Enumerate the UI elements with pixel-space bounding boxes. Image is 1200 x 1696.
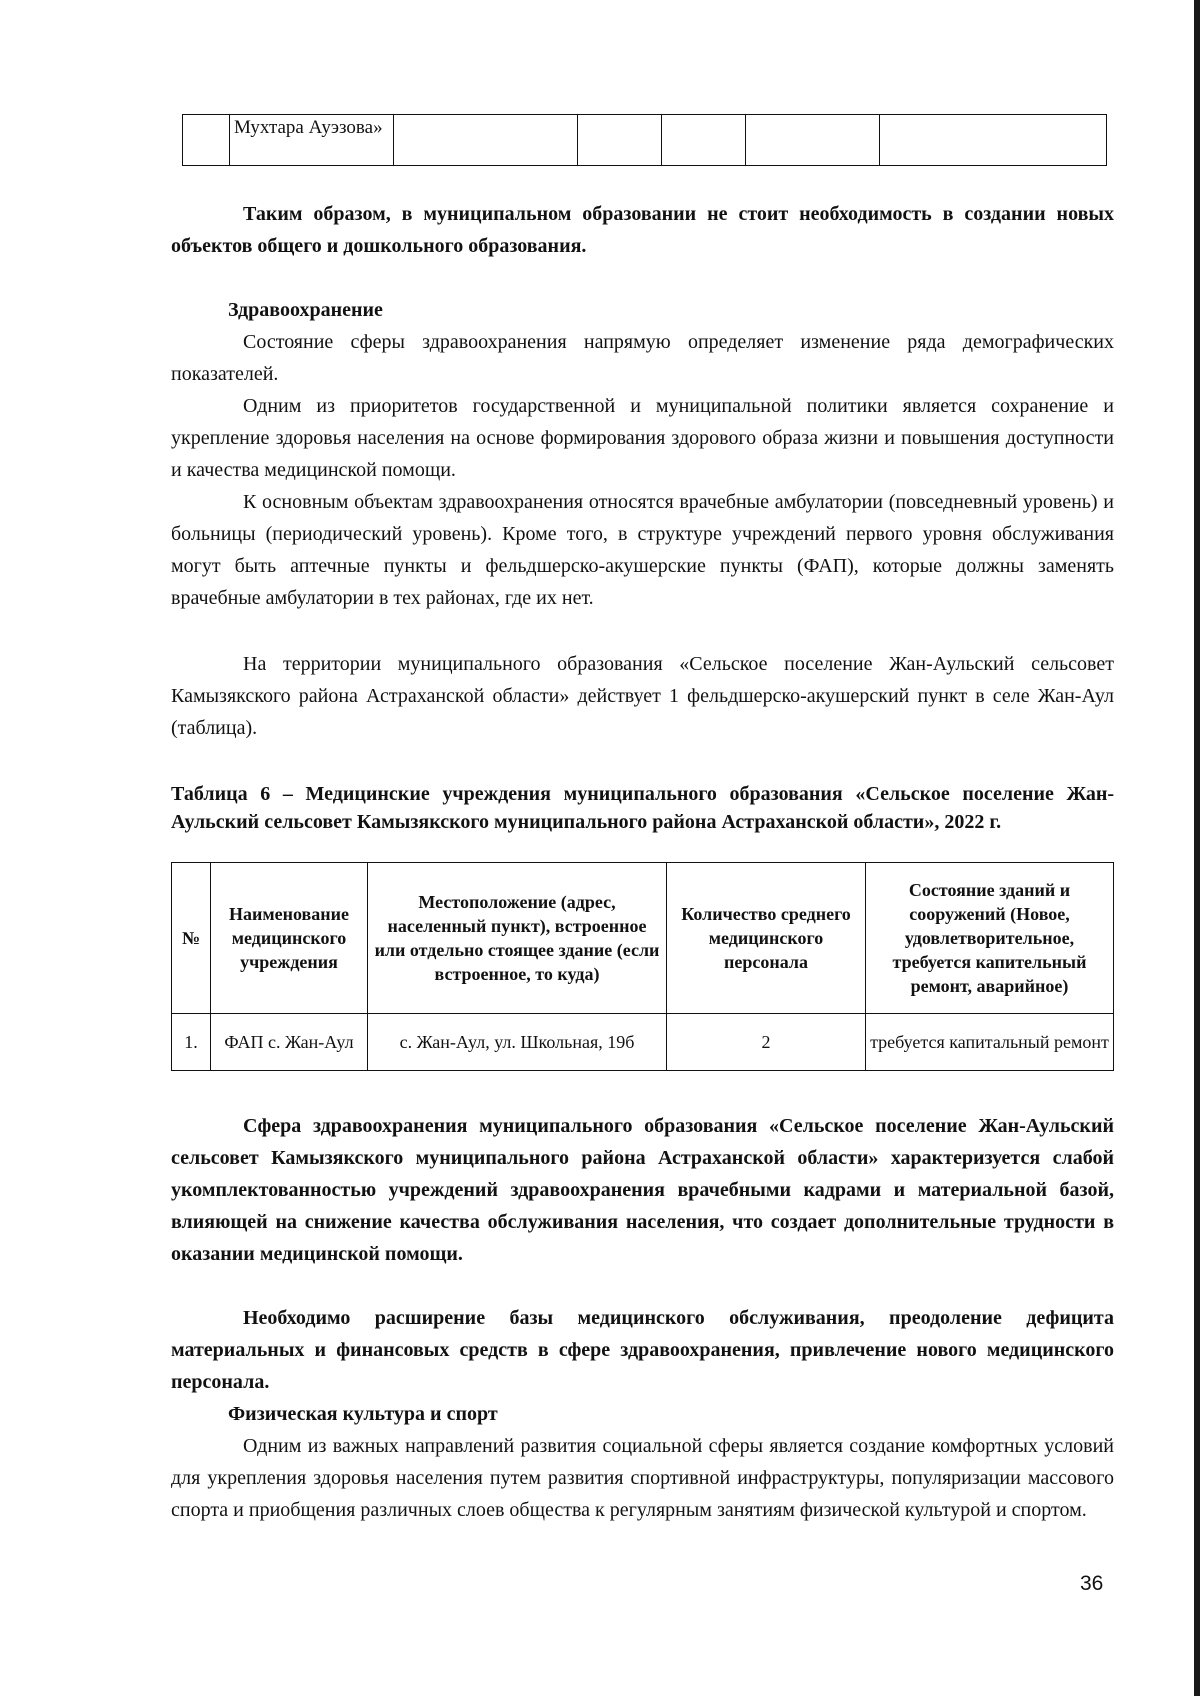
column-header: Состояние зданий и сооружений (Новое, удовлетворительное, требуется капительный ремонт, аварийное) (866, 863, 1114, 1014)
table-cell (183, 115, 230, 166)
column-header: Наименование медицинского учреждения (211, 863, 368, 1014)
table-caption: Таблица 6 – Медицинские учреждения муниципального образования «Сельское поселение Жан-Аульский сельсовет Камызякского муниципального района Астраханской области», 2022 г. (171, 783, 1114, 833)
health-paragraph-1 (171, 326, 1114, 390)
table-cell: ФАП с. Жан-Аул (211, 1014, 368, 1071)
table-cell: Мухтара Ауэзова» (230, 115, 394, 166)
education-conclusion (171, 198, 1114, 262)
table-header-row (172, 863, 1114, 1014)
table-row (183, 115, 1107, 166)
table-cell: 2 (667, 1014, 866, 1071)
education-conclusion-text: Таким образом, в муниципальном образовании не стоит необходимость в создании новых объектов общего и дошкольного образования. (171, 203, 1114, 257)
table-cell: с. Жан-Аул, ул. Школьная, 19б (368, 1014, 667, 1071)
health-paragraph-2 (171, 390, 1114, 486)
health-paragraph-3 (171, 486, 1114, 614)
column-header: Количество среднего медицинского персонала (667, 863, 866, 1014)
health-paragraph-4 (171, 648, 1114, 744)
table-cell (880, 115, 1107, 166)
table-cell (662, 115, 746, 166)
health-heading: Здравоохранение (228, 299, 383, 321)
table-cell: 1. (172, 1014, 211, 1071)
paragraph-text: К основным объектам здравоохранения относятся врачебные амбулатории (повседневный уровень) и больницы (периодический уровень). Кроме того, в структуре учреждений первого уровня обслуживания могут быть аптечные пункты и фельдшерско-акушерские пункты (ФАП), которые должны заменять врачебные амбулатории в тех районах, где их нет. (171, 491, 1114, 609)
paragraph-text: Необходимо расширение базы медицинского обслуживания, преодоление дефицита материальных и финансовых средств в сфере здравоохранения, привлечение нового медицинского персонала. (171, 1307, 1114, 1393)
table-row (172, 1014, 1114, 1071)
paragraph-text: Сфера здравоохранения муниципального образования «Сельское поселение Жан-Аульский сельсовет Камызякского муниципального района Астраханской области» характеризуется слабой укомплектованностью учреждений здравоохранения врачебными кадрами и материальной базой, влияющей на снижение качества обслуживания населения, что создает дополнительные трудности в оказании медицинской помощи. (171, 1115, 1114, 1265)
paragraph-text: Одним из приоритетов государственной и муниципальной политики является сохранение и укрепление здоровья населения на основе формирования здорового образа жизни и повышения доступности и качества медицинской помощи. (171, 395, 1114, 481)
column-header: Местоположение (адрес, населенный пункт), встроенное или отдельно стоящее здание (если встроенное, то куда) (368, 863, 667, 1014)
health-conclusion-1 (171, 1110, 1114, 1270)
sport-paragraph (171, 1430, 1114, 1526)
page-edge (1194, 0, 1200, 1696)
table-cell (578, 115, 662, 166)
paragraph-text: На территории муниципального образования «Сельское поселение Жан-Аульский сельсовет Камызякского района Астраханской области» действует 1 фельдшерско-акушерский пункт в селе Жан-Аул (таблица). (171, 653, 1114, 739)
medical-institutions-table (171, 862, 1114, 1071)
paragraph-text: Состояние сферы здравоохранения напрямую определяет изменение ряда демографических показателей. (171, 331, 1114, 385)
table-cell (746, 115, 880, 166)
page-number: 36 (1080, 1572, 1104, 1595)
table-cell (394, 115, 578, 166)
paragraph-text: Одним из важных направлений развития социальной сферы является создание комфортных условий для укрепления здоровья населения путем развития спортивной инфраструктуры, популяризации массового спорта и приобщения различных слоев общества к регулярным занятиям физической культурой и спортом. (171, 1435, 1114, 1521)
table-cell: требуется капитальный ремонт (866, 1014, 1114, 1071)
sport-heading: Физическая культура и спорт (228, 1403, 498, 1425)
continued-table (182, 114, 1107, 166)
column-header: № (172, 863, 211, 1014)
health-conclusion-2 (171, 1302, 1114, 1398)
